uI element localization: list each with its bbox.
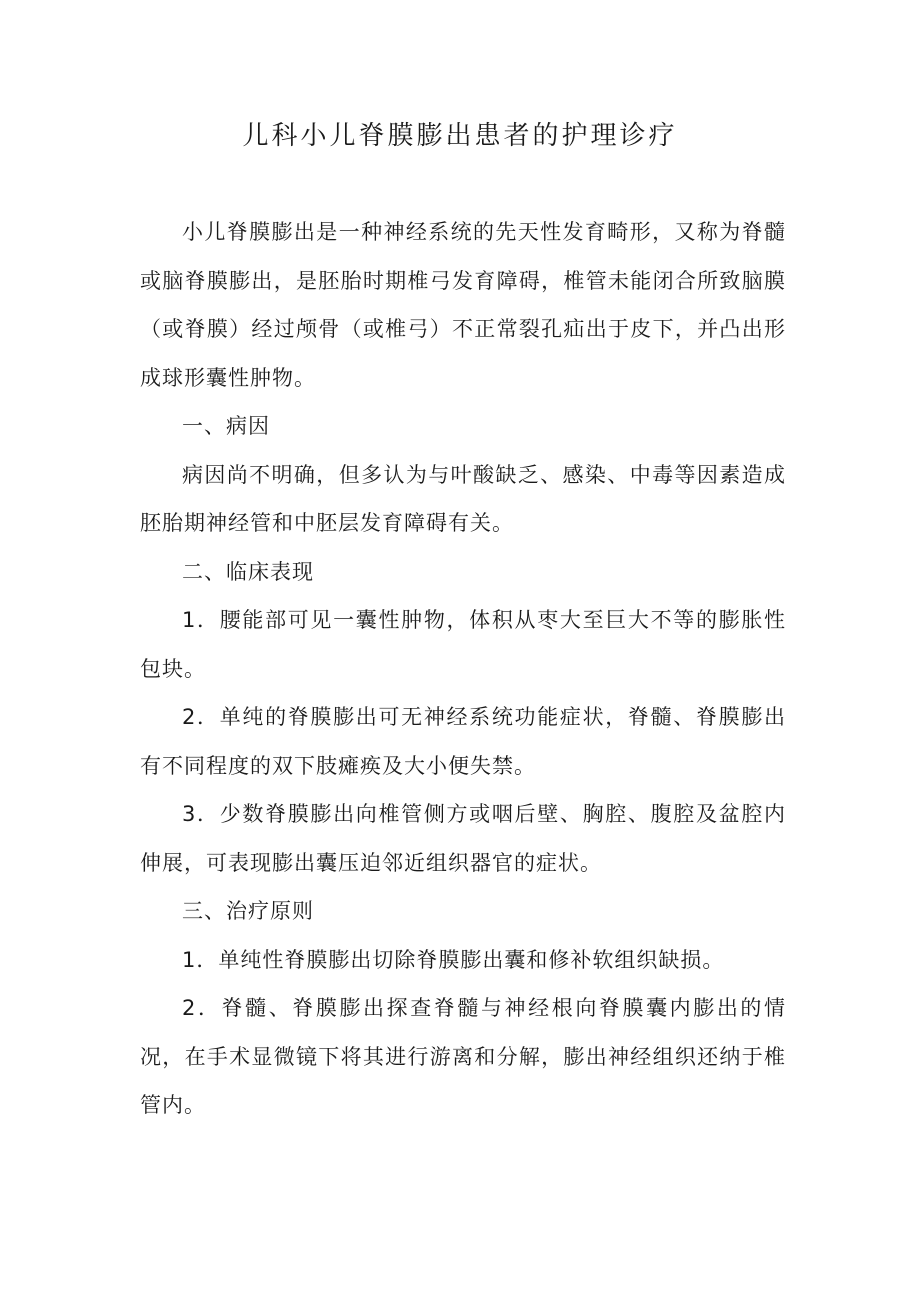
etiology-paragraph: 病因尚不明确，但多认为与叶酸缺乏、感染、中毒等因素造成胚胎期神经管和中胚层发育障碍有关。 xyxy=(140,462,786,535)
document-title: 儿科小儿脊膜膨出患者的护理诊疗 xyxy=(242,121,678,151)
treatment-item-2: 2．脊髓、脊膜膨出探查脊髓与神经根向脊膜囊内膨出的情况，在手术显微镜下将其进行游离和分解，膨出神经组织还纳于椎管内。 xyxy=(140,996,786,1117)
clinical-item-3: 3．少数脊膜膨出向椎管侧方或咽后壁、胸腔、腹腔及盆腔内伸展，可表现膨出囊压迫邻近组织器官的症状。 xyxy=(140,802,786,875)
clinical-item-2: 2．单纯的脊膜膨出可无神经系统功能症状，脊髓、脊膜膨出有不同程度的双下肢瘫痪及大小便失禁。 xyxy=(140,705,786,778)
treatment-item-1: 1．单纯性脊膜膨出切除脊膜膨出囊和修补软组织缺损。 xyxy=(182,947,725,972)
section-heading-clinical: 二、临床表现 xyxy=(182,559,314,584)
section-heading-etiology: 一、病因 xyxy=(182,414,270,438)
section-heading-treatment: 三、治疗原则 xyxy=(182,899,314,923)
intro-paragraph: 小儿脊膜膨出是一种神经系统的先天性发育畸形，又称为脊髓或脑脊膜膨出，是胚胎时期椎弓发育障碍，椎管未能闭合所致脑膜（或脊膜）经过颅骨（或椎弓）不正常裂孔疝出于皮下，并凸出形成球形囊性肿物。 xyxy=(140,220,786,390)
document-body xyxy=(140,208,786,1130)
clinical-item-1: 1．腰能部可见一囊性肿物，体积从枣大至巨大不等的膨胀性包块。 xyxy=(140,608,786,681)
